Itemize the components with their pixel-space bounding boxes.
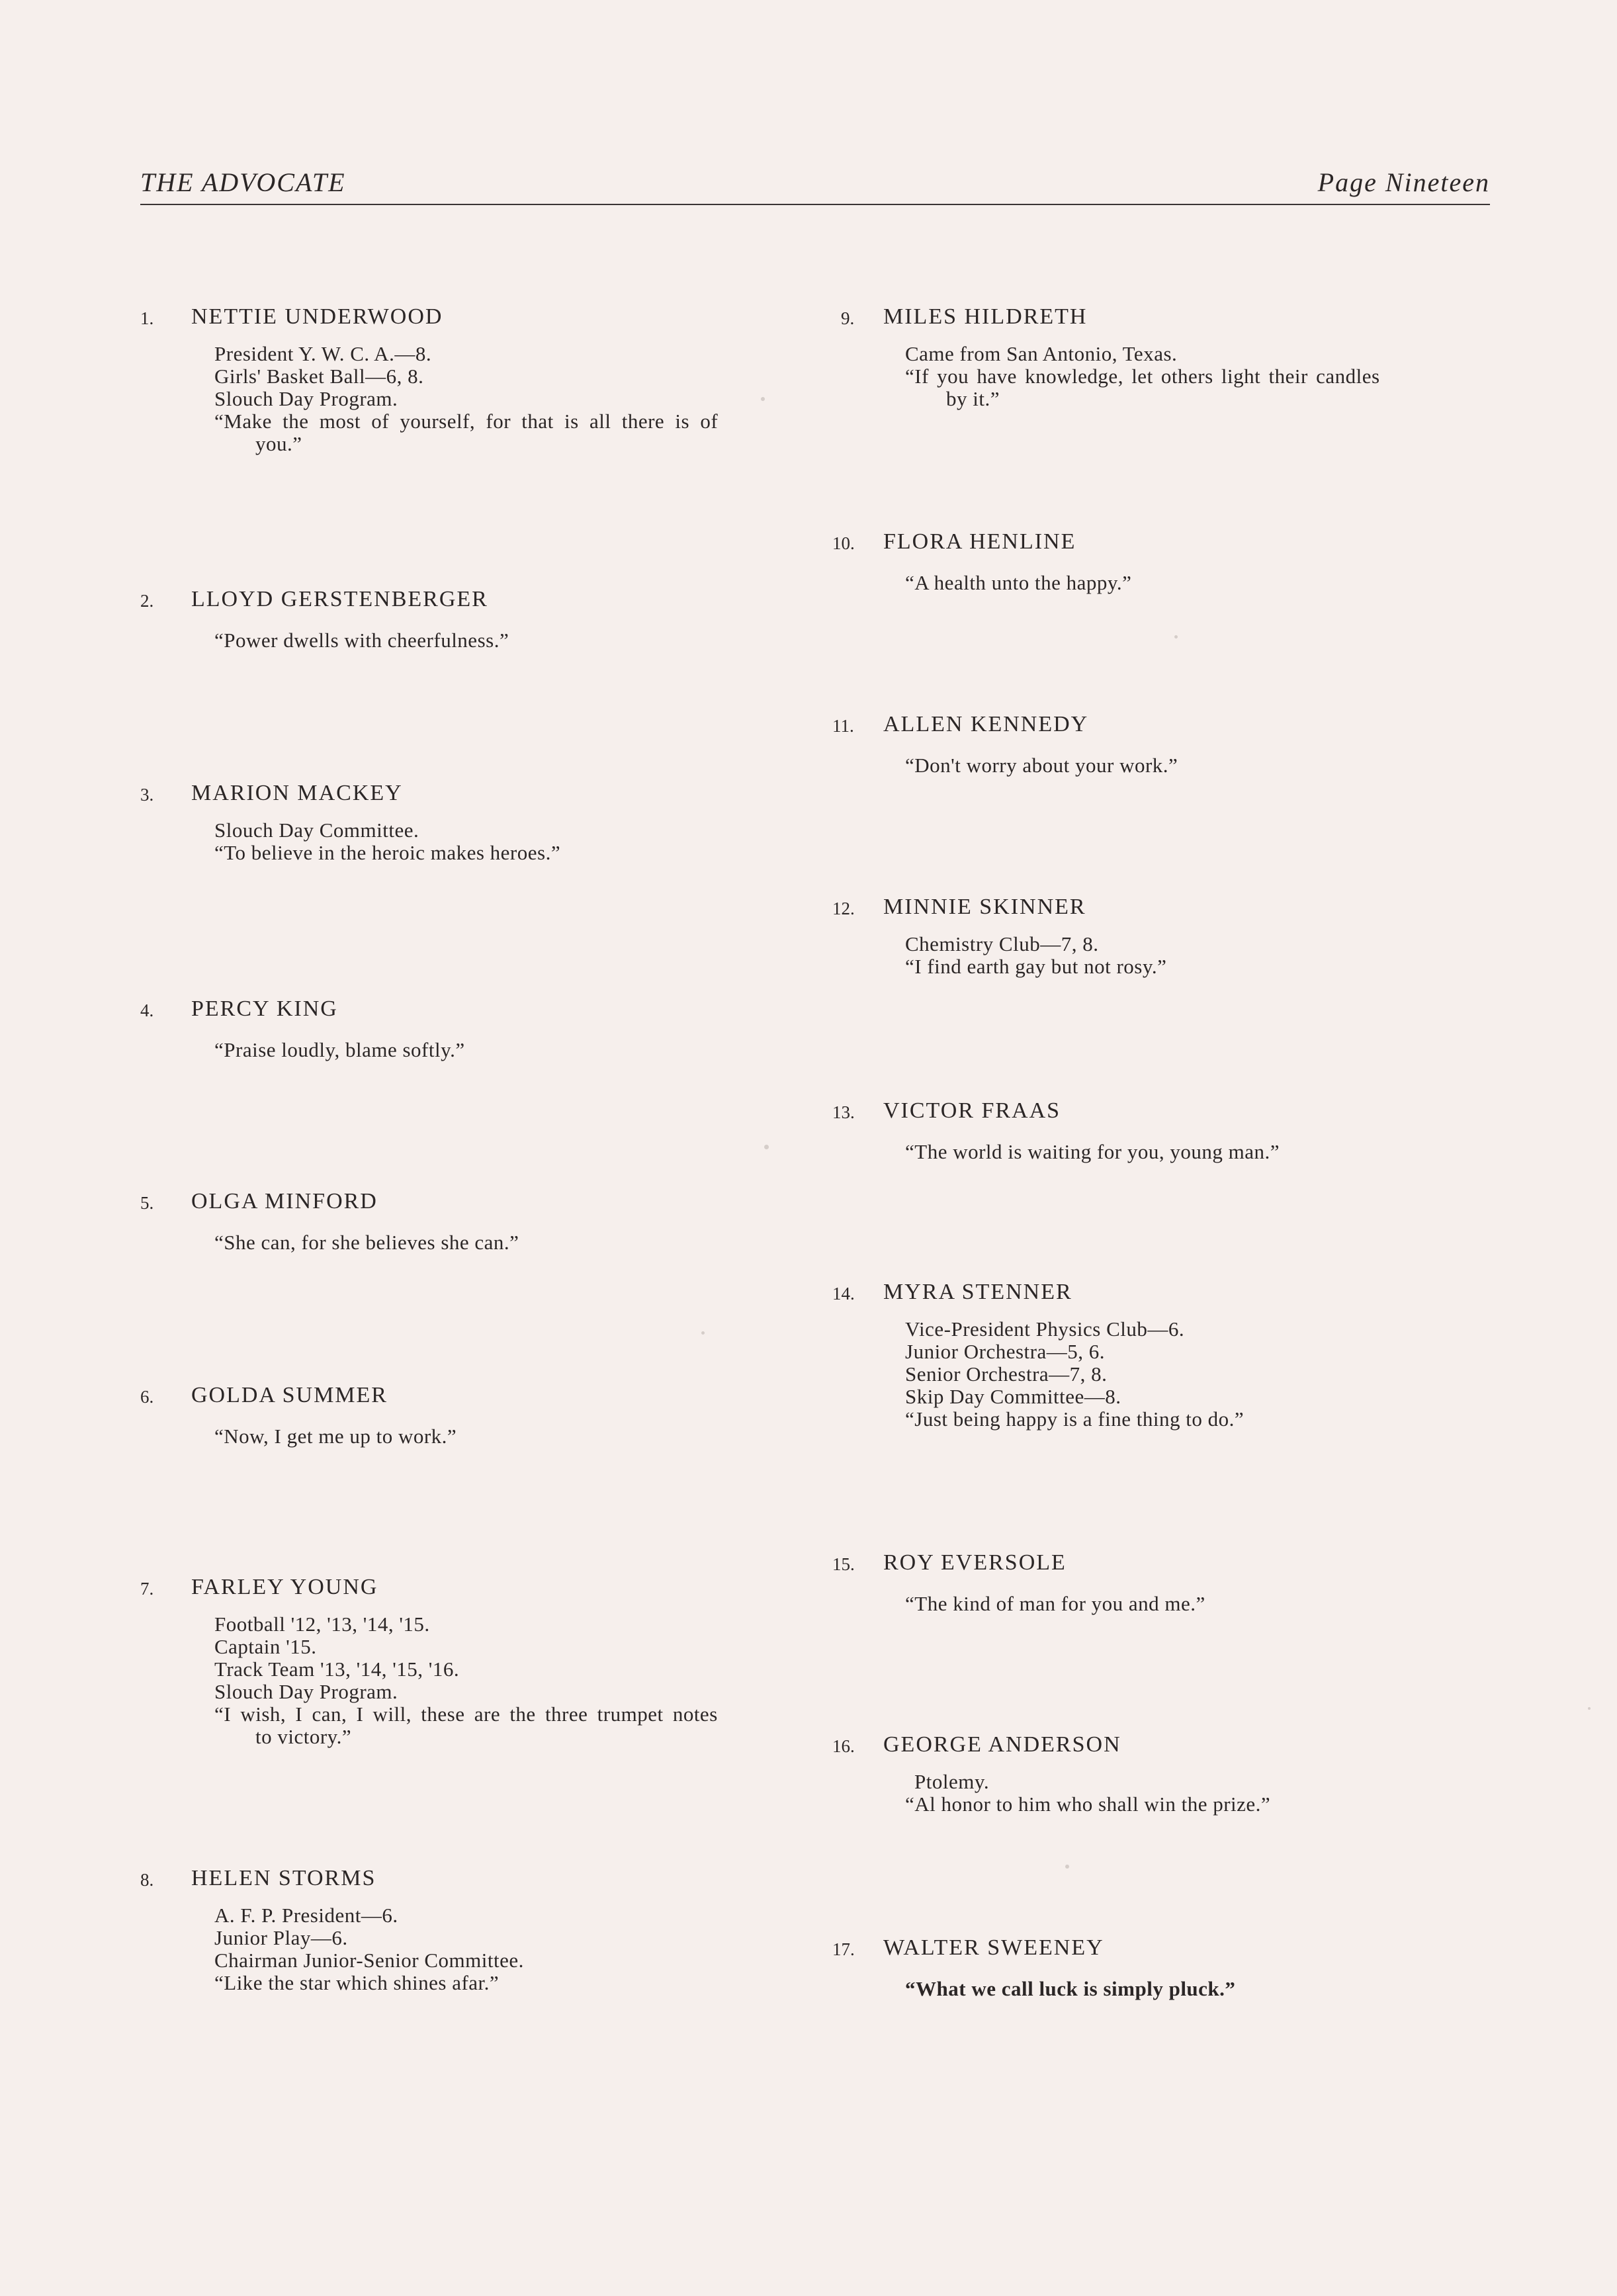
- entry-quote: “The world is waiting for you, young man.”: [905, 1140, 1280, 1163]
- entry-number: 5.: [140, 1193, 154, 1213]
- entry-line: A. F. P. President—6.: [214, 1904, 398, 1927]
- entry-number: 17.: [832, 1939, 855, 1959]
- entry-line: Chemistry Club—7, 8.: [905, 932, 1099, 955]
- senior-entry: [832, 1732, 1467, 1816]
- entry-name: LLOYD GERSTENBERGER: [191, 587, 488, 611]
- entry-quote: “A health unto the happy.”: [905, 571, 1132, 594]
- print-speck: [761, 397, 765, 401]
- entry-line: Senior Orchestra—7, 8.: [905, 1362, 1108, 1386]
- entry-quote-continuation: you.”: [255, 432, 302, 455]
- entry-number: 12.: [832, 899, 855, 918]
- senior-entry: [140, 1383, 775, 1448]
- entry-name: MILES HILDRETH: [883, 304, 1088, 329]
- entry-name: GOLDA SUMMER: [191, 1383, 388, 1407]
- entry-line: Junior Play—6.: [214, 1926, 348, 1949]
- entry-number: 1.: [140, 308, 154, 328]
- senior-entry: [832, 1935, 1467, 2000]
- entry-quote: “The kind of man for you and me.”: [905, 1592, 1205, 1615]
- entry-number: 4.: [140, 1000, 154, 1020]
- entry-quote: “I find earth gay but not rosy.”: [905, 955, 1167, 978]
- entry-number: 2.: [140, 591, 154, 611]
- entry-quote: “Praise loudly, blame softly.”: [214, 1038, 465, 1061]
- entry-name: OLGA MINFORD: [191, 1189, 378, 1214]
- entry-quote: “What we call luck is simply pluck.”: [905, 1977, 1236, 2000]
- entry-number: 13.: [832, 1102, 855, 1122]
- entry-quote: “Just being happy is a fine thing to do.”: [905, 1407, 1245, 1431]
- page-number-label: Page Nineteen: [1317, 167, 1490, 197]
- entry-number: 9.: [841, 308, 855, 328]
- entry-line: Junior Orchestra—5, 6.: [905, 1340, 1105, 1363]
- entry-line: Slouch Day Program.: [214, 387, 398, 410]
- senior-entry: [832, 1280, 1467, 1431]
- entry-quote: “Like the star which shines afar.”: [214, 1971, 500, 1994]
- senior-entry: [140, 1189, 775, 1254]
- entry-name: FARLEY YOUNG: [191, 1575, 378, 1599]
- entry-number: 8.: [140, 1870, 154, 1890]
- entry-quote: “Make the most of yourself, for that is all there is of: [214, 410, 719, 433]
- senior-entry: [140, 1866, 775, 1994]
- senior-entry: [140, 996, 775, 1061]
- entry-number: 6.: [140, 1387, 154, 1407]
- entry-name: GEORGE ANDERSON: [883, 1732, 1121, 1757]
- entry-line: Chairman Junior-Senior Committee.: [214, 1949, 524, 1972]
- senior-entry: [832, 1098, 1467, 1163]
- print-speck: [764, 1145, 769, 1149]
- entry-name: FLORA HENLINE: [883, 529, 1076, 554]
- print-speck: [1174, 635, 1178, 639]
- entry-line: Captain '15.: [214, 1635, 317, 1658]
- entry-name: MARION MACKEY: [191, 781, 403, 805]
- print-speck: [1065, 1865, 1069, 1869]
- publication-title: THE ADVOCATE: [140, 167, 346, 197]
- entry-name: ROY EVERSOLE: [883, 1550, 1067, 1575]
- senior-entry: [140, 587, 775, 652]
- entry-name: MINNIE SKINNER: [883, 895, 1086, 919]
- entry-quote-continuation: to victory.”: [255, 1725, 352, 1748]
- entry-line: Ptolemy.: [914, 1770, 990, 1793]
- entry-line: Skip Day Committee—8.: [905, 1385, 1121, 1408]
- entry-quote: “She can, for she believes she can.”: [214, 1231, 519, 1254]
- entry-name: ALLEN KENNEDY: [883, 712, 1089, 736]
- entry-name: MYRA STENNER: [883, 1280, 1072, 1304]
- entry-number: 10.: [832, 533, 855, 553]
- senior-entry: [832, 304, 1467, 410]
- entry-quote: “If you have knowledge, let others light their candles: [905, 365, 1380, 388]
- entry-name: PERCY KING: [191, 996, 338, 1021]
- entry-number: 14.: [832, 1284, 855, 1303]
- senior-entry: [140, 304, 775, 455]
- senior-entry: [832, 1550, 1467, 1615]
- entry-number: 7.: [140, 1579, 154, 1599]
- senior-entry: [140, 1575, 775, 1748]
- entry-quote: “Al honor to him who shall win the prize.”: [905, 1792, 1271, 1816]
- entry-line: Slouch Day Program.: [214, 1680, 398, 1703]
- entry-quote: “Power dwells with cheerfulness.”: [214, 629, 509, 652]
- entry-quote: “Don't worry about your work.”: [905, 754, 1178, 777]
- page-header: [140, 167, 1490, 208]
- entry-quote: “I wish, I can, I will, these are the three trumpet notes: [214, 1702, 718, 1726]
- header-rule: [140, 204, 1490, 205]
- entry-number: 3.: [140, 785, 154, 805]
- entry-line: Vice-President Physics Club—6.: [905, 1317, 1185, 1341]
- entry-name: WALTER SWEENEY: [883, 1935, 1104, 1960]
- senior-entry: [832, 895, 1467, 978]
- entry-number: 15.: [832, 1554, 855, 1574]
- entry-name: VICTOR FRAAS: [883, 1098, 1061, 1123]
- entry-quote: “To believe in the heroic makes heroes.”: [214, 841, 561, 864]
- entry-name: NETTIE UNDERWOOD: [191, 304, 443, 329]
- entry-number: 16.: [832, 1736, 855, 1756]
- entry-line: Slouch Day Committee.: [214, 818, 419, 842]
- print-speck: [1588, 1707, 1591, 1710]
- entry-line: Girls' Basket Ball—6, 8.: [214, 365, 424, 388]
- entry-quote-continuation: by it.”: [946, 387, 1000, 410]
- senior-entry: [832, 712, 1467, 777]
- entry-line: Football '12, '13, '14, '15.: [214, 1612, 430, 1636]
- senior-entry: [832, 529, 1467, 594]
- entry-line: Track Team '13, '14, '15, '16.: [214, 1657, 460, 1681]
- entry-quote: “Now, I get me up to work.”: [214, 1425, 457, 1448]
- print-speck: [701, 1331, 705, 1335]
- entry-line: President Y. W. C. A.—8.: [214, 342, 432, 365]
- entry-name: HELEN STORMS: [191, 1866, 376, 1890]
- entry-number: 11.: [832, 716, 854, 736]
- senior-entry: [140, 781, 775, 864]
- entry-line: Came from San Antonio, Texas.: [905, 342, 1178, 365]
